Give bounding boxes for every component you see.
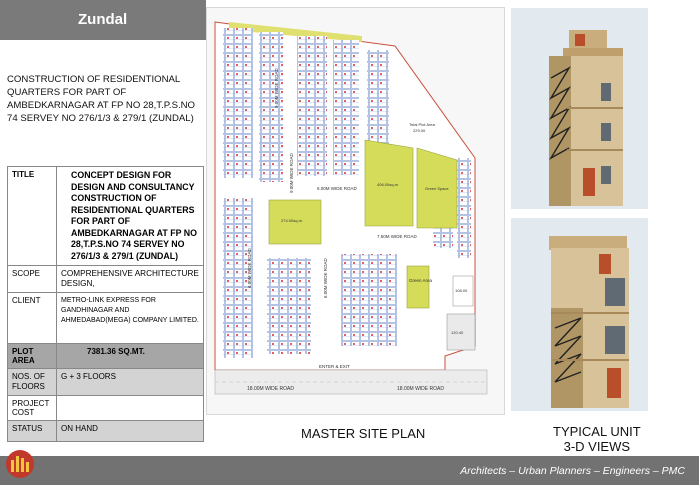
total-plot-label: Total Plot Area: [409, 122, 435, 127]
project-cost-label: PROJECT COST: [8, 396, 57, 421]
client-row: [8, 293, 204, 344]
road-label-75m: 7.50M WIDE ROAD: [377, 234, 417, 239]
road-label-9m-mid: 9.00M WIDE ROAD: [289, 153, 294, 193]
plot-area-row: [8, 344, 204, 369]
floors-value: G + 3 FLOORS: [57, 369, 204, 396]
master-site-plan-caption: MASTER SITE PLAN: [301, 426, 426, 441]
building-render-2: [511, 218, 648, 411]
project-cost-value: [57, 396, 204, 421]
scope-label: SCOPE: [8, 266, 57, 293]
status-row: [8, 421, 204, 442]
page-title: Zundal: [78, 11, 128, 28]
project-description: CONSTRUCTION OF RESIDENTIONAL QUARTERS FOR PART OF AMBEDKARNAGAR AT FP NO 28,T.P.S.NO 74 SERVEY NO 276/1/3 & 279/1 (ZUNDAL): [7, 74, 196, 124]
footer-tagline: Architects – Urban Planners – Engineers – PMC: [460, 465, 685, 477]
title-label: TITLE: [8, 167, 57, 266]
total-plot-value: 229.00: [413, 128, 426, 133]
status-value: ON HAND: [57, 421, 204, 442]
master-site-plan: [206, 7, 505, 415]
green-space-label: Green Space: [425, 186, 449, 191]
area-label-2: 406.00sq.m: [377, 182, 398, 187]
company-logo-icon: [2, 444, 38, 480]
title-row: [8, 167, 204, 266]
plot-value-a: 108.00: [455, 288, 468, 293]
site-plan-drawing: [207, 8, 504, 414]
typical-unit-caption-line1: TYPICAL UNIT: [553, 424, 641, 439]
enter-exit-label: ENTER & EXIT: [319, 364, 350, 369]
building-render-1: [511, 8, 648, 209]
scope-value: COMPREHENSIVE ARCHITECTURE DESIGN,: [57, 266, 204, 293]
road-label-6m-a: 6.00M WIDE ROAD: [317, 186, 357, 191]
floors-label: NOS. OF FLOORS: [8, 369, 57, 396]
project-info-table: [7, 166, 204, 442]
status-label: STATUS: [8, 421, 57, 442]
title-value: CONCEPT DESIGN FOR DESIGN AND CONSULTANCY CONSTRUCTION OF RESIDENTIONAL QUARTERS FOR PART OF AMBEDKARNAGAR AT FP NO 28,T.P.S.NO 74 SERVEY NO 276/1/3 & 279/1 (ZUNDAL): [57, 167, 204, 266]
area-label-1: 274.00sq.m: [281, 218, 302, 223]
footer-bar: [0, 456, 699, 485]
typical-unit-3d-view-1: [511, 8, 648, 209]
floors-row: [8, 369, 204, 396]
road-label-6m-c: 6.00M WIDE ROAD: [323, 258, 328, 298]
typical-unit-3d-view-2: [511, 218, 648, 411]
road-label-9m-top: 9.00M WIDE ROAD: [274, 68, 279, 108]
typical-unit-caption-line2: 3-D VIEWS: [563, 439, 631, 454]
plot-area-value: 7381.36 SQ.MT.: [57, 344, 204, 369]
plot-area-label: PLOT AREA: [8, 344, 57, 369]
road-label-18m-left: 18.00M WIDE ROAD: [247, 386, 294, 392]
project-cost-row: [8, 396, 204, 421]
road-label-18m-right: 18.00M WIDE ROAD: [397, 386, 444, 392]
typical-unit-caption: [553, 424, 641, 454]
client-value: METRO-LINK EXPRESS FOR GANDHINAGAR AND AHMEDABAD(MEGA) COMPANY LIMITED.: [57, 293, 204, 344]
plot-value-b: 120.40: [451, 330, 464, 335]
scope-row: [8, 266, 204, 293]
green-area-label: Green Area: [409, 278, 433, 283]
client-label: CLIENT: [8, 293, 57, 344]
road-label-6m-b: 6.00M WIDE ROAD: [247, 248, 252, 288]
